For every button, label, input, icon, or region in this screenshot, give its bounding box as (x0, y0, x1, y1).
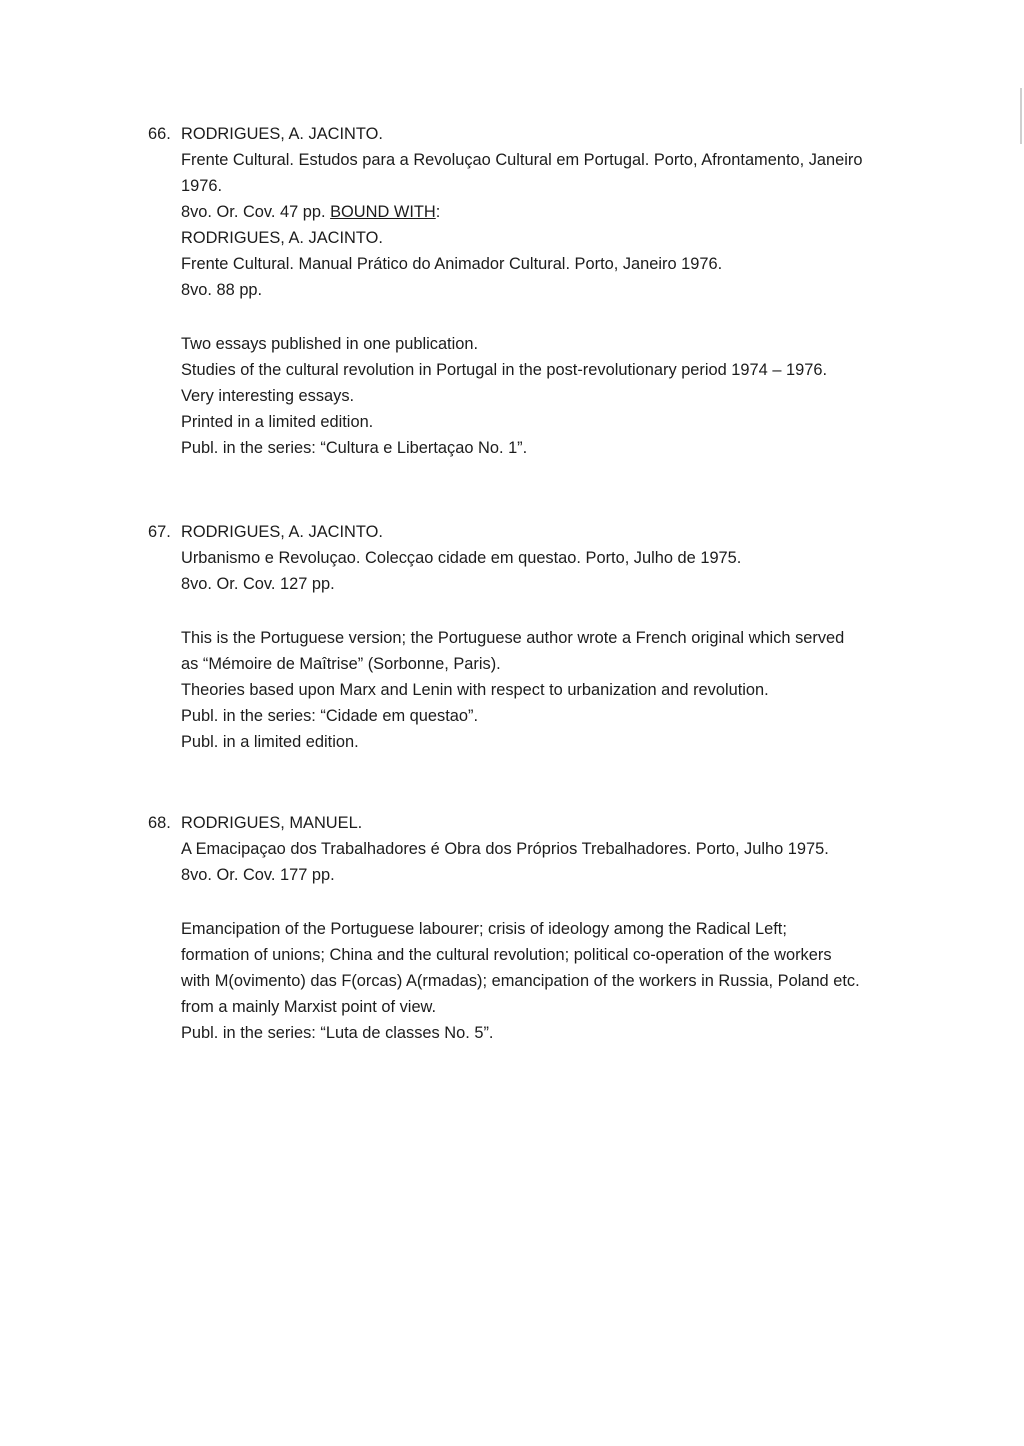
entry-author: RODRIGUES, A. JACINTO. (181, 523, 383, 541)
entry-second-title: Frente Cultural. Manual Prático do Animador Cultural. Porto, Janeiro 1976. (181, 255, 723, 273)
entry-author: RODRIGUES, MANUEL. (181, 814, 363, 832)
entry-note: This is the Portuguese version; the Portuguese author wrote a French original which served (181, 629, 845, 647)
entry-note: Theories based upon Marx and Lenin with respect to urbanization and revolution. (181, 681, 769, 699)
bound-with-label: BOUND WITH (330, 203, 436, 221)
entry-second-author: RODRIGUES, A. JACINTO. (181, 229, 383, 247)
entry-heading (148, 519, 908, 545)
entry-body (148, 147, 908, 461)
entry-note: with M(ovimento) das F(orcas) A(rmadas); emancipation of the workers in Russia, Poland etc. (181, 972, 860, 990)
entry-title-line: A Emacipaçao dos Trabalhadores é Obra dos Próprios Trebalhadores. Porto, Julho 1975. (181, 840, 829, 858)
entry-note: Two essays published in one publication. (181, 335, 479, 353)
catalog-entry-68 (148, 810, 908, 1046)
entry-title-line: Urbanismo e Revoluçao. Colecçao cidade em questao. Porto, Julho de 1975. (181, 549, 742, 567)
entry-second-format: 8vo. 88 pp. (181, 281, 263, 299)
entry-heading (148, 121, 908, 147)
entry-author: RODRIGUES, A. JACINTO. (181, 125, 383, 143)
entry-note: Publ. in the series: “Luta de classes No. 5”. (181, 1024, 494, 1042)
catalog-entry-66 (148, 121, 908, 461)
entry-note: formation of unions; China and the cultural revolution; political co-operation of the workers (181, 946, 832, 964)
entry-note: from a mainly Marxist point of view. (181, 998, 437, 1016)
entry-note: Publ. in the series: “Cidade em questao”. (181, 707, 479, 725)
entry-note: Printed in a limited edition. (181, 413, 374, 431)
entry-format-line (181, 199, 908, 225)
entry-format-line: 8vo. Or. Cov. 127 pp. (181, 575, 335, 593)
entry-title-line: 1976. (181, 177, 223, 195)
entry-format-line: 8vo. Or. Cov. 177 pp. (181, 866, 335, 884)
entry-note: Publ. in a limited edition. (181, 733, 359, 751)
entry-note: Emancipation of the Portuguese labourer; crisis of ideology among the Radical Left; (181, 920, 787, 938)
entry-note: as “Mémoire de Maîtrise” (Sorbonne, Paris). (181, 655, 501, 673)
format-text: 8vo. Or. Cov. 47 pp. (181, 203, 331, 221)
entry-body (148, 545, 908, 755)
entry-heading (148, 810, 908, 836)
page-edge-mark (1020, 88, 1022, 144)
entry-number: 68. (148, 814, 171, 832)
entry-number: 67. (148, 523, 171, 541)
entry-note: Very interesting essays. (181, 387, 355, 405)
entry-note: Publ. in the series: “Cultura e Libertaçao No. 1”. (181, 439, 528, 457)
entry-number: 66. (148, 125, 171, 143)
entry-body (148, 836, 908, 1046)
entry-title-line: Frente Cultural. Estudos para a Revoluçao Cultural em Portugal. Porto, Afrontamento, Janeiro (181, 151, 863, 169)
entry-note: Studies of the cultural revolution in Portugal in the post-revolutionary period 1974 – 1976. (181, 361, 828, 379)
catalog-entry-67 (148, 519, 908, 755)
format-colon: : (435, 203, 441, 221)
